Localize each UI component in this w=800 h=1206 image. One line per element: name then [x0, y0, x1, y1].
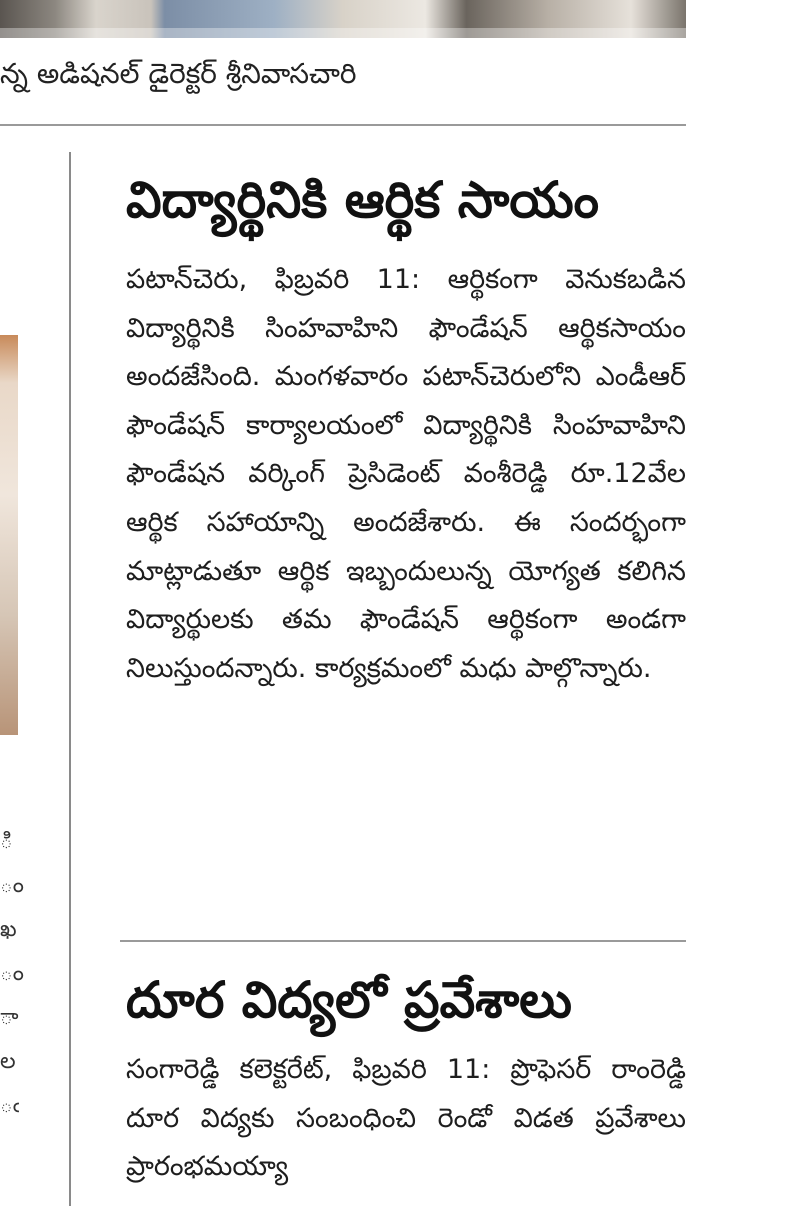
article-financial-aid [126, 160, 686, 888]
article-distance-education [126, 960, 686, 1192]
top-photo [0, 0, 686, 38]
left-column-text-edge: ి ం ఖ ం ా ల ఁ [0, 829, 24, 1118]
article-body: పటాన్‌చెరు, ఫిబ్రవరి 11: ఆర్థికంగా వెనుకబడిన విద్యార్థినికి సింహవాహిని ఫౌండేషన్ ఆర్థికసాయం అందజేసింది. మంగళవారం పటాన్‌చెరులోని ఎండీఆర్ ఫౌండేషన్ కార్యాలయంలో విద్యార్థినికి సింహవాహిని ఫౌండేషన వర్కింగ్ ప్రెసిడెంట్ వంశీరెడ్డి రూ.12వేల ఆర్థిక సహాయాన్ని అందజేశారు. ఈ సందర్భంగా మాట్లాడుతూ ఆర్థిక ఇబ్బందులున్న యోగ్యత కలిగిన విద్యార్థులకు తమ ఫౌండేషన్ ఆర్థికంగా అండగా నిలుస్తుందన్నారు. కార్యక్రమంలో మధు పాల్గొన్నారు. [126, 264, 686, 684]
photo-caption: న్న అడిషనల్ డైరెక్టర్ శ్రీనివాసచారి [0, 57, 357, 90]
section-divider-top [0, 124, 686, 126]
top-photo-shade [0, 28, 686, 38]
section-divider-middle [120, 940, 686, 942]
article-body: సంగారెడ్డి కలెక్టరేట్, ఫిబ్రవరి 11: ప్రొఫెసర్ రాంరెడ్డి దూర విద్యకు సంబంధించి రెండో విడత ప్రవేశాలు ప్రారంభమయ్యా [126, 1054, 686, 1183]
column-divider [69, 152, 71, 1206]
article-headline: విద్యార్థినికి ఆర్థిక సాయం [126, 171, 599, 229]
article-headline: దూర విద్యలో ప్రవేశాలు [126, 971, 572, 1029]
left-column-photo [0, 335, 18, 735]
